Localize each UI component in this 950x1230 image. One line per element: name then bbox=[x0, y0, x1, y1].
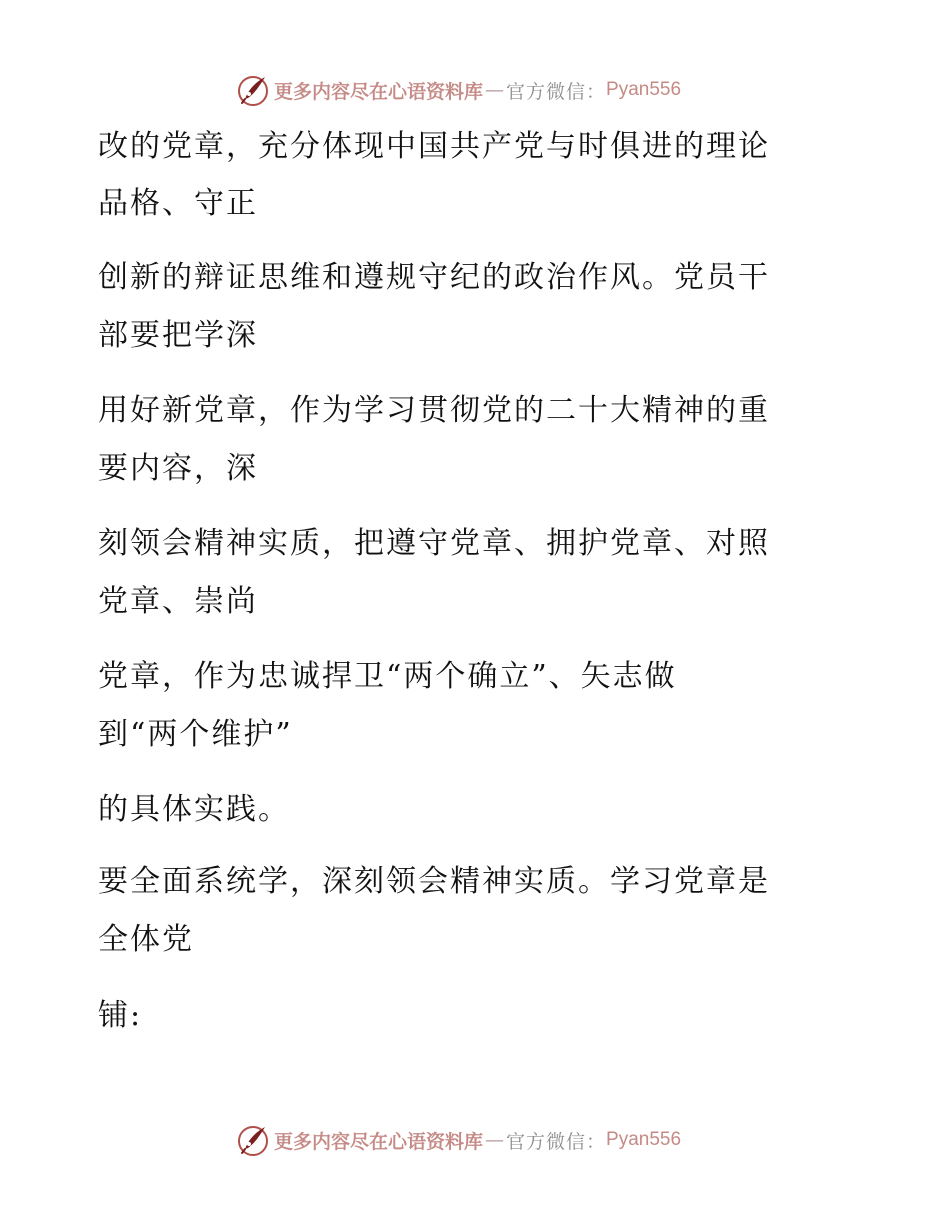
body-line: 全体党 bbox=[98, 922, 194, 957]
body-line: 刻领会精神实质，把遵守党章、拥护党章、对照 bbox=[98, 526, 770, 561]
body-line: 要全面系统学，深刻领会精神实质。学习党章是 bbox=[98, 864, 770, 899]
body-line: 品格、守正 bbox=[98, 186, 258, 221]
body-line: 的具体实践。 bbox=[98, 792, 290, 827]
quill-logo-icon bbox=[236, 73, 270, 107]
footer-banner bbox=[236, 1122, 681, 1158]
body-line: 党章，作为忠诚捍卫“两个确立”、矢志做 bbox=[98, 659, 677, 694]
header-official-label: 官方微信： bbox=[506, 80, 607, 103]
body-line: 用好新党章，作为学习贯彻党的二十大精神的重 bbox=[98, 393, 770, 428]
footer-official-label: 官方微信： bbox=[506, 1130, 607, 1153]
header-account: Pyan556 bbox=[606, 79, 682, 100]
body-line: 党章、崇尚 bbox=[98, 584, 258, 619]
body-line: 创新的辩证思维和遵规守纪的政治作风。党员干 bbox=[98, 260, 770, 295]
header-banner bbox=[236, 72, 681, 108]
header-separator: — bbox=[485, 79, 505, 101]
body-line: 到“两个维护” bbox=[98, 717, 293, 752]
footer-separator: — bbox=[485, 1129, 505, 1151]
body-line: 改的党章，充分体现中国共产党与时俱进的理论 bbox=[98, 129, 770, 164]
body-line: 部要把学深 bbox=[98, 318, 258, 353]
body-line: 铺: bbox=[98, 998, 143, 1033]
footer-main-text: 更多内容尽在心语资料库 bbox=[274, 1130, 484, 1153]
header-main-text: 更多内容尽在心语资料库 bbox=[274, 80, 484, 103]
footer-account: Pyan556 bbox=[606, 1129, 682, 1150]
quill-logo-icon bbox=[236, 1123, 270, 1157]
body-line: 要内容，深 bbox=[98, 451, 258, 486]
